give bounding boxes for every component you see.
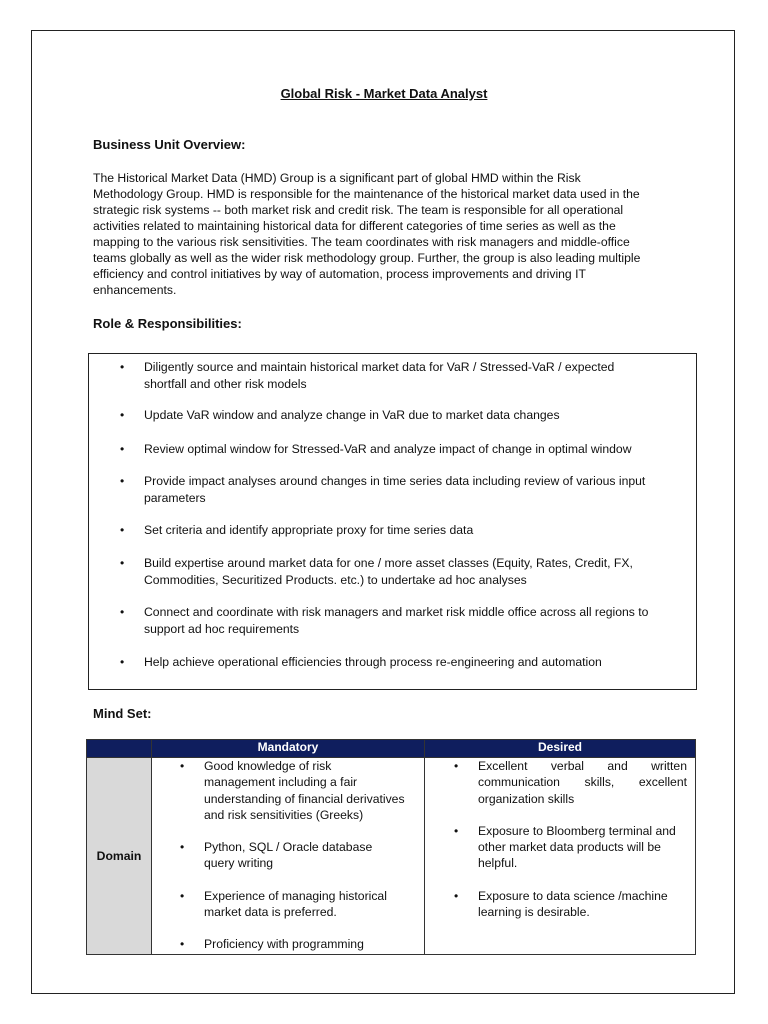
- overview-line: Methodology Group. HMD is responsible for the maintenance of the historical market data used in the: [93, 187, 640, 201]
- list-item-line: shortfall and other risk models: [144, 376, 307, 391]
- list-item-line: market data is preferred.: [204, 905, 337, 920]
- list-item-line: organization skills: [478, 791, 575, 806]
- list-item-line: other market data products will be: [478, 840, 661, 855]
- overview-line: teams globally as well as the wider risk methodology group. Further, the group is also leading multiple: [93, 251, 641, 265]
- mindset-table: [86, 739, 696, 955]
- list-item-line: Python, SQL / Oracle database: [204, 840, 373, 855]
- list-item-line: Experience of managing historical: [204, 888, 387, 903]
- row-label-domain: Domain: [87, 758, 152, 955]
- list-item: [425, 823, 695, 872]
- list-item: [152, 888, 424, 921]
- overview-line: The Historical Market Data (HMD) Group is a significant part of global HMD within the Risk: [93, 171, 581, 185]
- bullet-icon: •: [120, 556, 125, 570]
- list-item-line: learning is desirable.: [478, 905, 590, 920]
- list-item-line: Set criteria and identify appropriate proxy for time series data: [144, 523, 474, 537]
- bullet-icon: •: [120, 360, 125, 374]
- overview-line: activities related to maintaining historical data for different categories of time series as well as the: [93, 219, 616, 233]
- mandatory-cell: [152, 758, 425, 955]
- list-item: [152, 839, 424, 872]
- bullet-icon: •: [180, 759, 185, 773]
- mindset-heading: Mind Set:: [93, 706, 152, 721]
- list-item-line: Review optimal window for Stressed-VaR and analyze impact of change in optimal window: [144, 442, 632, 456]
- bullet-icon: •: [120, 605, 125, 619]
- list-item-line: Update VaR window and analyze change in VaR due to market data changes: [144, 408, 560, 422]
- bullet-icon: •: [180, 937, 185, 952]
- list-item: [152, 758, 424, 823]
- bullet-icon: •: [120, 408, 125, 422]
- list-item-line: Exposure to data science /machine: [478, 888, 668, 903]
- list-item-line: Help achieve operational efficiencies through process re-engineering and automation: [144, 655, 602, 669]
- list-item: [425, 758, 695, 807]
- list-item-line: Connect and coordinate with risk managers and market risk middle office across all regions to: [144, 605, 649, 619]
- list-spacer: [425, 872, 695, 888]
- list-item-line: Build expertise around market data for one / more asset classes (Equity, Rates, Credit, FX,: [144, 556, 633, 570]
- list-item: [120, 555, 684, 588]
- overview-line: efficiency and control initiatives by way of automation, process improvements and driving IT: [93, 267, 586, 281]
- list-item-line: Good knowledge of risk: [204, 759, 332, 773]
- list-item-line: support ad hoc requirements: [144, 621, 300, 636]
- list-item: [120, 473, 684, 506]
- bullet-icon: •: [180, 840, 185, 855]
- list-item: [120, 359, 684, 392]
- bullet-icon: •: [120, 442, 125, 456]
- desired-list: [425, 758, 695, 920]
- responsibilities-box: [88, 353, 697, 690]
- list-spacer: [425, 807, 695, 823]
- list-spacer: [152, 920, 424, 936]
- list-item-line: Commodities, Securitized Products. etc.) to undertake ad hoc analyses: [144, 572, 527, 587]
- list-item-line: understanding of financial derivatives: [204, 791, 405, 806]
- list-item-line: query writing: [204, 856, 274, 871]
- column-header-mandatory: Mandatory: [152, 740, 425, 758]
- list-item-line: and risk sensitivities (Greeks): [204, 807, 364, 822]
- list-item: [120, 522, 684, 539]
- list-item: [152, 936, 424, 952]
- list-item-line: communication skills, excellent: [478, 775, 687, 790]
- overview-heading: Business Unit Overview:: [93, 137, 246, 152]
- document-title: Global Risk - Market Data Analyst: [280, 86, 488, 101]
- bullet-icon: •: [120, 655, 125, 669]
- overview-line: enhancements.: [93, 283, 177, 297]
- table-corner-cell: [87, 740, 152, 758]
- desired-cell: [425, 758, 696, 955]
- list-item-line: Provide impact analyses around changes in time series data including review of various input: [144, 474, 646, 488]
- list-spacer: [152, 823, 424, 839]
- overview-line: mapping to the various risk sensitivities. The team coordinates with risk managers and middle-office: [93, 235, 630, 249]
- list-item-line: management including a fair: [204, 775, 358, 790]
- list-item: [120, 604, 684, 637]
- list-item: [120, 654, 684, 671]
- bullet-icon: •: [120, 523, 125, 537]
- list-item-line: helpful.: [478, 856, 518, 871]
- overview-paragraph: [93, 170, 683, 298]
- list-item-line: Exposure to Bloomberg terminal and: [478, 823, 676, 838]
- mandatory-list: [152, 758, 424, 953]
- list-item-line: Excellent verbal and written: [478, 759, 687, 773]
- bullet-icon: •: [180, 888, 185, 903]
- bullet-icon: •: [454, 759, 459, 773]
- bullet-icon: •: [120, 474, 125, 488]
- overview-line: strategic risk systems -- both market risk and credit risk. The team is responsible for all operational: [93, 203, 624, 217]
- column-header-desired: Desired: [425, 740, 696, 758]
- list-item: [120, 441, 684, 458]
- list-item: [425, 888, 695, 921]
- list-item: [120, 407, 684, 424]
- bullet-icon: •: [454, 888, 459, 903]
- table-row: [87, 758, 696, 955]
- list-item-line: Diligently source and maintain historical market data for VaR / Stressed-VaR / expected: [144, 360, 615, 374]
- table-header-row: [87, 740, 696, 758]
- responsibilities-heading: Role & Responsibilities:: [93, 316, 242, 331]
- list-item-line: parameters: [144, 490, 206, 505]
- list-spacer: [152, 872, 424, 888]
- list-item-line: Proficiency with programming: [204, 937, 364, 952]
- bullet-icon: •: [454, 823, 459, 838]
